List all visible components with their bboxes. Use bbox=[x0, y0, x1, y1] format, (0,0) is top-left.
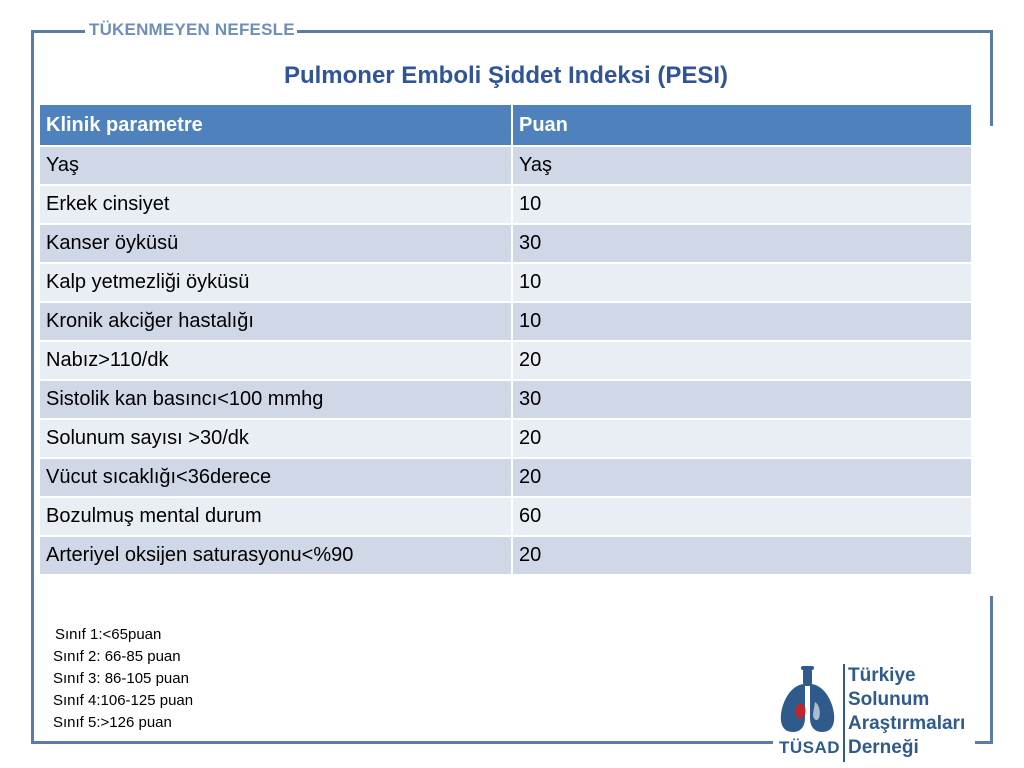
table-row bbox=[40, 263, 972, 302]
class-item: Sınıf 3: 86-105 puan bbox=[53, 670, 189, 687]
table-row bbox=[40, 497, 972, 536]
class-item: Sınıf 1:<65puan bbox=[55, 626, 162, 643]
logo-line: Türkiye bbox=[848, 665, 916, 686]
score-cell: 10 bbox=[512, 263, 972, 302]
score-cell: 20 bbox=[512, 536, 972, 575]
table-header-row bbox=[40, 105, 972, 146]
brand-slogan: TÜKENMEYEN NEFESLE bbox=[89, 20, 295, 39]
logo-line: Solunum bbox=[848, 689, 930, 710]
class-item: Sınıf 4:106-125 puan bbox=[53, 692, 194, 709]
score-cell: Yaş bbox=[512, 146, 972, 185]
parameter-cell: Yaş bbox=[40, 146, 512, 185]
parameter-cell: Arteriyel oksijen saturasyonu<%90 bbox=[40, 536, 512, 575]
frame-line bbox=[31, 30, 85, 33]
pesi-table bbox=[40, 105, 973, 576]
parameter-cell: Nabız>110/dk bbox=[40, 341, 512, 380]
logo-line: Araştırmaları bbox=[848, 713, 966, 734]
score-cell: 30 bbox=[512, 224, 972, 263]
frame-line bbox=[31, 30, 34, 744]
table-row bbox=[40, 380, 972, 419]
class-item: Sınıf 2: 66-85 puan bbox=[53, 648, 181, 665]
logo-line: Derneği bbox=[848, 737, 919, 758]
table-row bbox=[40, 224, 972, 263]
parameter-cell: Bozulmuş mental durum bbox=[40, 497, 512, 536]
column-header-score: Puan bbox=[512, 105, 972, 146]
logo-abbreviation: TÜSAD bbox=[779, 738, 841, 757]
table-row bbox=[40, 536, 972, 575]
score-cell: 30 bbox=[512, 380, 972, 419]
table-row bbox=[40, 458, 972, 497]
table-row bbox=[40, 302, 972, 341]
score-cell: 20 bbox=[512, 458, 972, 497]
logo-text bbox=[848, 664, 965, 760]
score-cell: 10 bbox=[512, 302, 972, 341]
parameter-cell: Erkek cinsiyet bbox=[40, 185, 512, 224]
parameter-cell: Kronik akciğer hastalığı bbox=[40, 302, 512, 341]
parameter-cell: Solunum sayısı >30/dk bbox=[40, 419, 512, 458]
score-cell: 10 bbox=[512, 185, 972, 224]
class-legend bbox=[53, 624, 193, 734]
score-cell: 60 bbox=[512, 497, 972, 536]
frame-line bbox=[297, 30, 993, 33]
parameter-cell: Vücut sıcaklığı<36derece bbox=[40, 458, 512, 497]
table-row bbox=[40, 419, 972, 458]
parameter-cell: Kalp yetmezliği öyküsü bbox=[40, 263, 512, 302]
column-header-parameter: Klinik parametre bbox=[40, 105, 512, 146]
table-row bbox=[40, 341, 972, 380]
parameter-cell: Kanser öyküsü bbox=[40, 224, 512, 263]
page-title: Pulmoner Emboli Şiddet Indeksi (PESI) bbox=[283, 62, 729, 89]
table-row bbox=[40, 146, 972, 185]
frame-line bbox=[975, 741, 993, 744]
frame-line bbox=[31, 741, 773, 744]
parameter-cell: Sistolik kan basıncı<100 mmhg bbox=[40, 380, 512, 419]
score-cell: 20 bbox=[512, 341, 972, 380]
frame-line bbox=[990, 596, 993, 744]
table-row bbox=[40, 185, 972, 224]
score-cell: 20 bbox=[512, 419, 972, 458]
class-item: Sınıf 5:>126 puan bbox=[53, 714, 172, 731]
